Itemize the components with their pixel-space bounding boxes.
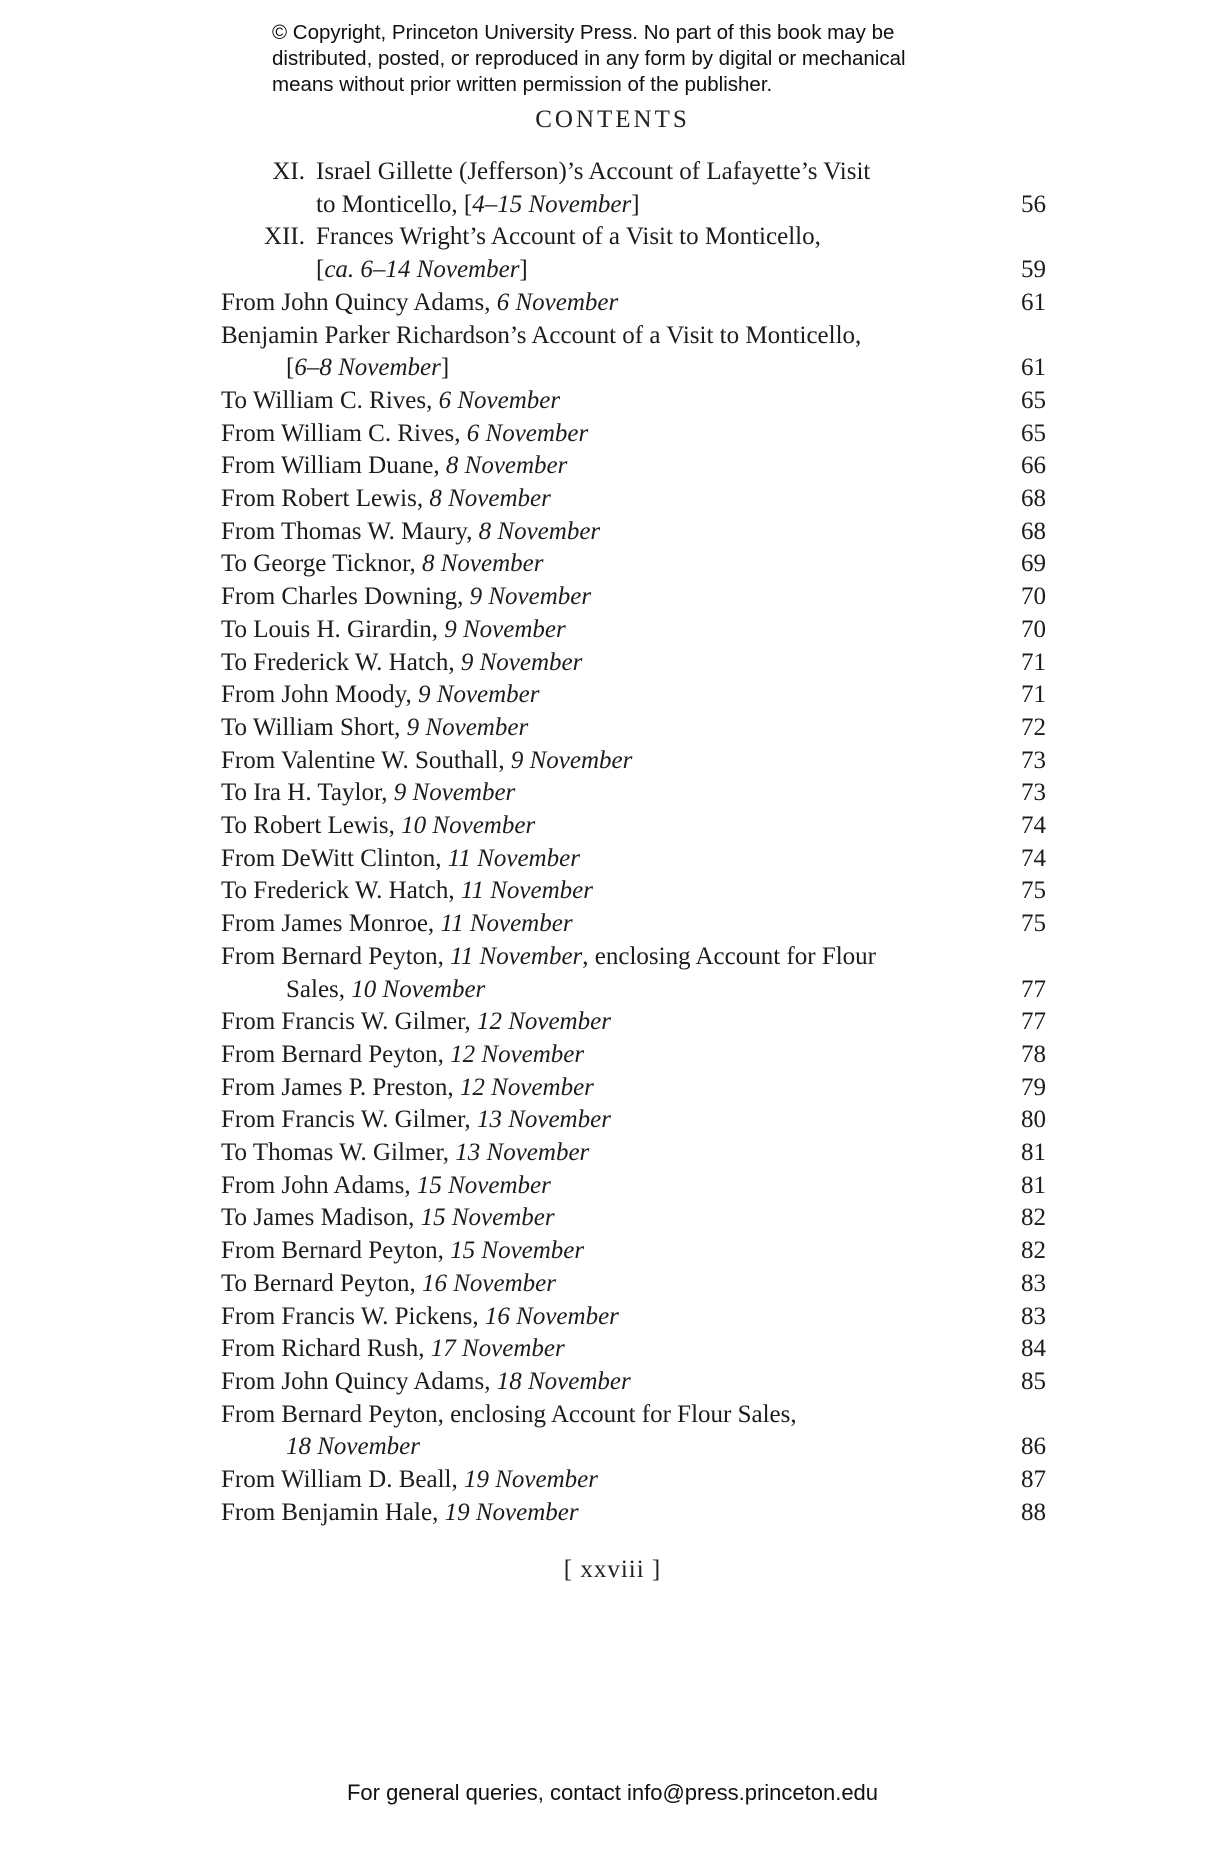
toc-entry-text: From Benjamin Hale, xyxy=(221,1498,445,1526)
toc-entry-line xyxy=(221,613,566,646)
toc-page-number: 61 xyxy=(1021,354,1046,382)
toc-entry-text: [ xyxy=(286,354,295,382)
toc-page-number: 77 xyxy=(1021,975,1046,1003)
toc-entry-date: 9 November xyxy=(444,615,566,643)
toc-entry-date: 9 November xyxy=(510,746,633,774)
toc-entry-date: 6 November xyxy=(466,419,589,447)
toc-page-number: 81 xyxy=(1021,1139,1046,1166)
toc-page-number: 68 xyxy=(1021,517,1046,545)
toc-entry-date: 16 November xyxy=(484,1302,619,1330)
toc-entry-line xyxy=(221,646,582,679)
toc-page-number: 59 xyxy=(1021,256,1046,284)
toc-entry-date: 18 November xyxy=(286,1433,420,1461)
toc-entry-line xyxy=(221,874,593,907)
toc-entry-number: XII. xyxy=(264,223,305,251)
toc-entry-line xyxy=(221,744,632,777)
toc-entry-text: To Thomas W. Gilmer, xyxy=(221,1139,456,1166)
toc-entry-line xyxy=(316,253,528,286)
toc-entry-line xyxy=(286,351,449,384)
toc-entry-number: XI. xyxy=(272,158,305,185)
toc-entry-date: 16 November xyxy=(422,1269,556,1297)
toc-entry-line xyxy=(221,1103,611,1136)
toc-entry-text: ] xyxy=(631,190,640,218)
toc-entry-text: From Valentine W. Southall, xyxy=(221,746,511,774)
copyright-line: distributed, posted, or reproduced in any form by digital or mechanical xyxy=(272,47,906,70)
toc-entry-date: 6 November xyxy=(438,386,561,414)
toc-entry-line xyxy=(221,286,618,319)
toc-page-number: 66 xyxy=(1021,452,1046,480)
toc-entry-text: From Thomas W. Maury, xyxy=(221,517,479,545)
toc-entry-text: Sales, xyxy=(286,975,352,1003)
toc-page-number: 85 xyxy=(1021,1367,1046,1395)
toc-entry-text: From John Quincy Adams, xyxy=(221,288,497,316)
toc-entry-date: 19 November xyxy=(444,1498,579,1526)
toc-entry-line xyxy=(221,1071,594,1104)
toc-entry-text: From DeWitt Clinton, xyxy=(221,844,448,872)
toc-entry-text: From John Moody, xyxy=(221,681,419,709)
toc-entry-text: From William Duane, xyxy=(221,452,446,480)
toc-entry-text: To Frederick W. Hatch, xyxy=(221,877,461,905)
toc-entry-line xyxy=(221,1267,556,1300)
toc-entry-date: 10 November xyxy=(351,975,486,1003)
toc-entry-text: From Francis W. Pickens, xyxy=(221,1302,485,1330)
toc-entry-date: 12 November xyxy=(450,1040,585,1068)
toc-page-number: 56 xyxy=(1021,190,1046,218)
toc-entry-line xyxy=(221,1463,598,1496)
toc-entry-line xyxy=(286,973,485,1006)
toc-entry-text: From Robert Lewis, xyxy=(221,485,430,512)
toc-entry-text: To Frederick W. Hatch, xyxy=(221,648,461,676)
toc-entry-text: to Monticello, [ xyxy=(316,190,473,218)
toc-entry-text: To William C. Rives, xyxy=(221,386,439,414)
toc-entry-date: 8 November xyxy=(421,550,544,578)
toc-page-number: 75 xyxy=(1021,910,1046,938)
toc-page-number: 70 xyxy=(1021,583,1046,611)
toc-page-number: 82 xyxy=(1021,1237,1046,1265)
copyright-notice xyxy=(272,20,1032,98)
toc-entry-date: 4–15 November xyxy=(472,190,632,218)
toc-entry-date: 11 November xyxy=(447,844,580,872)
toc-entry-date: 6–8 November xyxy=(294,354,441,382)
toc-entry-line xyxy=(286,1430,420,1463)
toc-entry-text: [ xyxy=(316,256,325,284)
toc-entry-text: To Ira H. Taylor, xyxy=(221,779,394,807)
toc-page-number: 74 xyxy=(1021,844,1046,872)
footer-contact: For general queries, contact info@press.princeton.edu xyxy=(346,1780,879,1805)
toc-entry-text: To George Ticknor, xyxy=(221,550,422,578)
toc-entry-text: , enclosing Account for Flour xyxy=(582,942,876,970)
toc-entry-date: 18 November xyxy=(496,1367,631,1395)
toc-entry-line xyxy=(221,319,861,352)
toc-page-number: 81 xyxy=(1021,1171,1046,1199)
toc-page-number: 83 xyxy=(1021,1302,1046,1330)
toc-entry-line xyxy=(316,155,870,188)
toc-entry-text: To James Madison, xyxy=(221,1204,421,1232)
toc-entry-line xyxy=(221,1005,611,1038)
toc-page-number: 82 xyxy=(1021,1204,1046,1232)
toc-page-number: 71 xyxy=(1021,681,1046,709)
page-title: CONTENTS xyxy=(535,106,690,133)
toc-page-number: 71 xyxy=(1021,648,1046,676)
toc-page-number: 77 xyxy=(1021,1008,1046,1036)
toc-entry-line xyxy=(221,449,567,482)
toc-page-number: 69 xyxy=(1021,550,1046,578)
toc-entry-text: From James P. Preston, xyxy=(221,1073,460,1101)
copyright-line: © Copyright, Princeton University Press. No part of this book may be xyxy=(272,21,895,44)
toc-entry-date: 9 November xyxy=(393,779,516,807)
toc-entry-date: 15 November xyxy=(420,1204,555,1232)
toc-page-number: 86 xyxy=(1021,1433,1046,1461)
toc-entry-date: 9 November xyxy=(469,583,592,611)
toc-entry-text: To Robert Lewis, xyxy=(221,812,402,839)
toc-page-number: 61 xyxy=(1021,288,1046,316)
toc-entry-date: 11 November xyxy=(460,877,594,905)
toc-entry-text: From Bernard Peyton, xyxy=(221,942,451,970)
toc-entry-text: From Francis W. Gilmer, xyxy=(221,1106,477,1134)
toc-page-number: 70 xyxy=(1021,615,1046,643)
toc-page-number: 79 xyxy=(1021,1073,1046,1101)
toc-entry-line xyxy=(221,809,535,842)
toc-entry-date: 8 November xyxy=(478,517,601,545)
toc-entry-line xyxy=(221,1300,619,1333)
toc-entry-date: 15 November xyxy=(416,1171,551,1199)
toc-entry-text: From John Adams, xyxy=(221,1171,417,1199)
toc-page-number: 65 xyxy=(1021,386,1046,414)
toc-entry-line xyxy=(221,515,600,548)
toc-entry-line xyxy=(221,384,560,417)
toc-entry-text: From Bernard Peyton, xyxy=(221,1237,451,1265)
toc-entry-date: 15 November xyxy=(450,1237,585,1265)
toc-entry-line xyxy=(316,188,640,221)
toc-entry-date: 11 November xyxy=(450,942,583,970)
toc-entry-line xyxy=(221,907,573,940)
toc-entry-line xyxy=(221,417,588,450)
toc-entry-text: To Bernard Peyton, xyxy=(221,1269,422,1297)
toc-page-number: 84 xyxy=(1021,1335,1046,1363)
toc-entry-date: 17 November xyxy=(430,1335,565,1363)
toc-entry-date: 13 November xyxy=(455,1139,590,1166)
toc-entry-line xyxy=(221,1136,589,1169)
copyright-line: means without prior written permission of the publisher. xyxy=(272,73,773,96)
toc-entry-line xyxy=(316,220,821,253)
toc-page-number: 78 xyxy=(1021,1040,1046,1068)
toc-entry-date: ca. 6–14 November xyxy=(324,256,520,284)
toc-entry-text: From William C. Rives, xyxy=(221,419,467,447)
toc-page-number: 73 xyxy=(1021,779,1046,807)
toc-entry-text: From James Monroe, xyxy=(221,910,441,938)
toc-entry-text: From William D. Beall, xyxy=(221,1466,464,1493)
toc-page-number: 72 xyxy=(1021,713,1046,741)
toc-entry-line xyxy=(221,580,591,613)
toc-page-number: 65 xyxy=(1021,419,1046,447)
toc-entry-line xyxy=(221,776,515,809)
toc-entry-date: 11 November xyxy=(440,910,573,938)
toc-entry-line xyxy=(221,678,540,711)
toc-page-number: 80 xyxy=(1021,1106,1046,1134)
toc-entry-line xyxy=(221,940,876,973)
toc-entry-line xyxy=(221,1234,584,1267)
toc-page-number: 74 xyxy=(1021,812,1046,839)
toc-entry-text: ] xyxy=(519,256,528,284)
toc-entry-text: Benjamin Parker Richardson’s Account of a Visit to Monticello, xyxy=(221,321,862,349)
toc-entry-date: 9 November xyxy=(460,648,583,676)
toc-entry-date: 12 November xyxy=(459,1073,594,1101)
toc-entry-date: 9 November xyxy=(418,681,540,709)
toc-entry-date: 10 November xyxy=(401,812,536,839)
toc-entry-text: ] xyxy=(440,354,450,382)
toc-entry-text: Israel Gillette (Jefferson)’s Account of Lafayette’s Visit xyxy=(316,158,871,185)
toc-entry-line xyxy=(221,482,551,515)
toc-entry-line xyxy=(221,1201,555,1234)
toc-entry-line xyxy=(221,711,528,744)
toc-page-number: 87 xyxy=(1021,1466,1046,1493)
toc-entry-line xyxy=(221,1038,584,1071)
toc-entry-date: 8 November xyxy=(445,452,568,480)
toc-page-number: 83 xyxy=(1021,1269,1046,1297)
toc-entry-line xyxy=(221,1169,551,1202)
toc-entry-line xyxy=(221,1365,631,1398)
page-folio: [ xxviii ] xyxy=(563,1556,662,1583)
toc-entry-text: From John Quincy Adams, xyxy=(221,1367,497,1395)
toc-entry-date: 8 November xyxy=(429,485,551,512)
toc-entry-date: 19 November xyxy=(463,1466,598,1493)
toc-entry-date: 12 November xyxy=(476,1008,611,1036)
toc-page-number: 75 xyxy=(1021,877,1046,905)
toc-entry-line xyxy=(221,842,580,875)
toc-entry-text: From Bernard Peyton, xyxy=(221,1040,451,1068)
toc-entry-text: Frances Wright’s Account of a Visit to Monticello, xyxy=(316,223,821,251)
toc-entry-text: To Louis H. Girardin, xyxy=(221,615,445,643)
toc-entry-text: From Francis W. Gilmer, xyxy=(221,1008,477,1036)
toc-entry-text: From Richard Rush, xyxy=(221,1335,431,1363)
toc-entry-text: To William Short, xyxy=(221,713,407,741)
toc-entry-text: From Bernard Peyton, enclosing Account for Flour Sales, xyxy=(221,1400,797,1428)
toc-entry-line xyxy=(221,1496,579,1529)
toc-entry-date: 6 November xyxy=(496,288,619,316)
toc-entry-line xyxy=(221,1398,797,1431)
toc-entry-date: 9 November xyxy=(406,713,529,741)
toc-entry-text: From Charles Downing, xyxy=(221,583,470,611)
toc-entry-line xyxy=(221,1332,565,1365)
toc-page-number: 73 xyxy=(1021,746,1046,774)
toc-page-number: 68 xyxy=(1021,485,1046,512)
toc-entry-date: 13 November xyxy=(476,1106,611,1134)
toc-page-number: 88 xyxy=(1021,1498,1046,1526)
toc-entry-line xyxy=(221,547,543,580)
